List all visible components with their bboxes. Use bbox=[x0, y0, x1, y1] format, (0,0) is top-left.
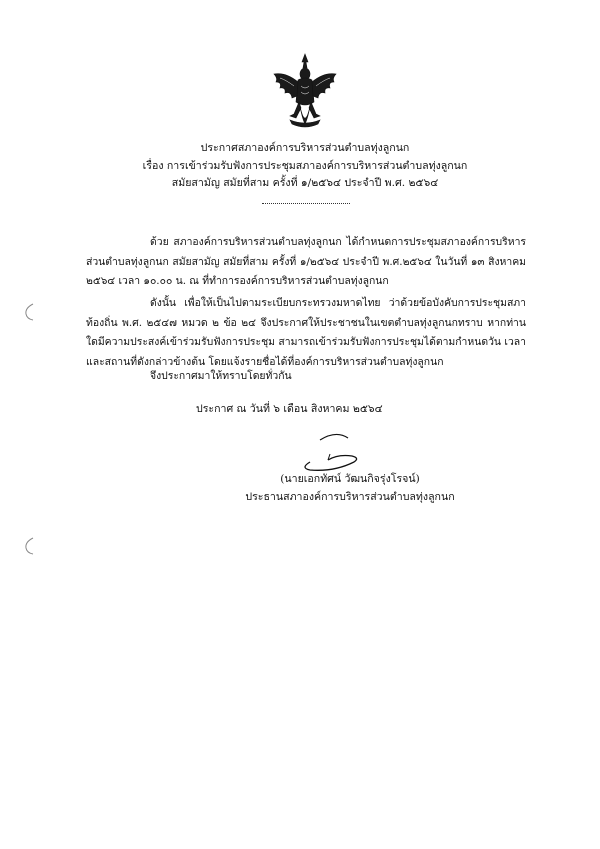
paragraph-public-invitation: ดังนั้น เพื่อให้เป็นไปตามระเบียบกระทรวงมหาดไทย ว่าด้วยข้อบังคับการประชุมสภาท้องถิ่น พ.ศ. ๒๕๔๗ หมวด ๒ ข้อ ๒๔ จึงประกาศให้ประชาชนในเขตตำบลทุ่งลูกนกทราบ หากท่านใดมีความประสงค์เข้าร่วมรับฟังการประชุม สามารถเข้าร่วมรับฟังการประชุมได้ตามกำหนดวัน เวลา และสถานที่ดังกล่าวข้างต้น โดยแจ้งรายชื่อได้ที่องค์การบริหารส่วนตำบลทุ่งลูกนก bbox=[86, 297, 526, 368]
paragraph-meeting-schedule: ด้วย สภาองค์การบริหารส่วนตำบลทุ่งลูกนก ได้กำหนดการประชุมสภาองค์การบริหารส่วนตำบลทุ่งลูกนก สมัยสามัญ สมัยที่สาม ครั้งที่ ๑/๒๕๖๔ ประจำปี พ.ศ.๒๕๖๔ ในวันที่ ๑๓ สิงหาคม ๒๕๖๔ เวลา ๑๐.๐๐ น. ณ ที่ทำการองค์การบริหารส่วนตำบลทุ่งลูกนก bbox=[86, 236, 526, 287]
signer-position: ประธานสภาองค์การบริหารส่วนตำบลทุ่งลูกนก bbox=[245, 491, 455, 503]
punch-hole-mark bbox=[22, 536, 36, 556]
punch-hole-mark bbox=[22, 302, 36, 322]
signer-name: (นายเอกทัศน์ วัฒนกิจรุ่งโรจน์) bbox=[280, 473, 420, 485]
header-title: ประกาศสภาองค์การบริหารส่วนตำบลทุ่งลูกนก bbox=[200, 142, 410, 154]
header-session: สมัยสามัญ สมัยที่สาม ครั้งที่ ๑/๒๕๖๔ ประจำปี พ.ศ. ๒๕๖๔ bbox=[171, 177, 439, 189]
paragraph-closing: จึงประกาศมาให้ทราบโดยทั่วกัน bbox=[150, 370, 292, 382]
header-divider bbox=[262, 203, 350, 204]
signer-block bbox=[230, 470, 470, 506]
announcement-date: ประกาศ ณ วันที่ ๖ เดือน สิงหาคม ๒๕๖๔ bbox=[196, 403, 383, 415]
announcement-header bbox=[140, 140, 470, 193]
header-subject: เรื่อง การเข้าร่วมรับฟังการประชุมสภาองค์การบริหารส่วนตำบลทุ่งลูกนก bbox=[142, 159, 468, 172]
handwritten-signature bbox=[290, 428, 380, 476]
garuda-emblem-icon bbox=[268, 52, 342, 134]
